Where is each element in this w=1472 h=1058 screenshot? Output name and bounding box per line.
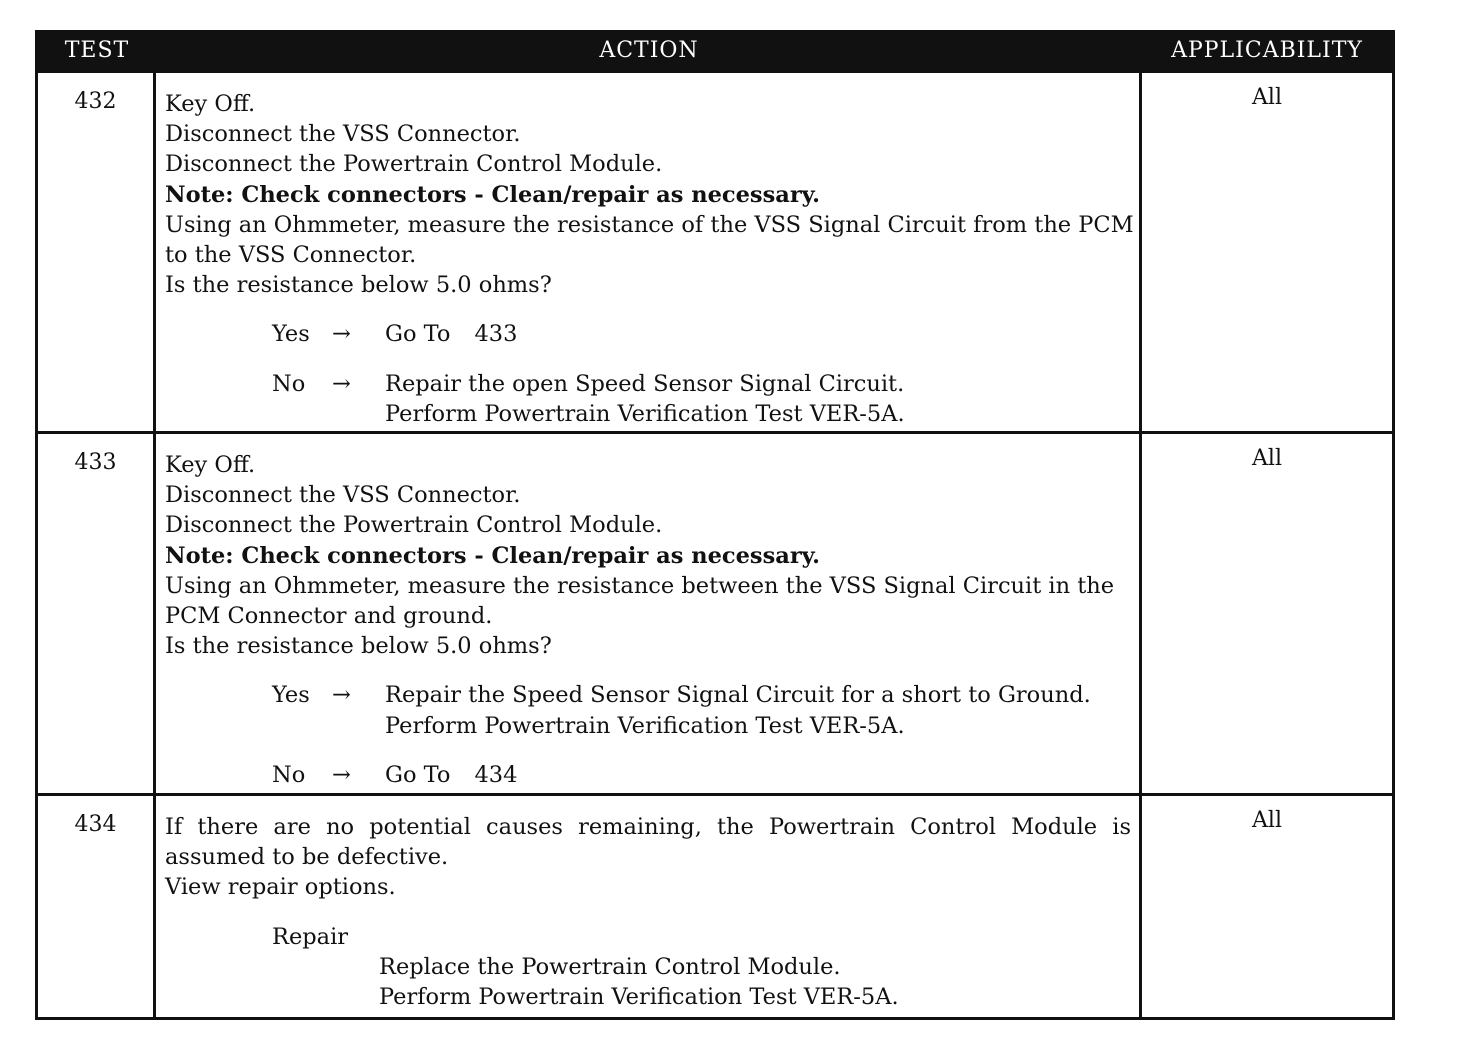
outcome-line: Repair the Speed Sensor Signal Circuit for a short to Ground. (385, 682, 1091, 709)
header-test: TEST (64, 37, 130, 63)
repair-line: Perform Powertrain Verification Test VER-5A. (379, 984, 899, 1011)
question-line: Is the resistance below 5.0 ohms? (165, 633, 552, 660)
table-row-433 (38, 431, 1392, 793)
repair-label: Repair (272, 923, 349, 950)
yes-option (165, 319, 1131, 349)
table-row-434 (38, 793, 1392, 1017)
table-row-432 (38, 70, 1392, 431)
step-line: PCM Connector and ground. (165, 603, 493, 630)
no-label: No (272, 761, 306, 788)
no-option (165, 369, 1131, 429)
outcome-line: Perform Powertrain Verification Test VER-5A. (385, 712, 905, 739)
arrow-right-icon: → (332, 682, 351, 709)
step-line: to the VSS Connector. (165, 242, 417, 269)
step-line: Disconnect the Powertrain Control Module. (165, 151, 663, 178)
step-line: View repair options. (165, 874, 396, 901)
header-action: ACTION (599, 37, 699, 63)
step-line: Disconnect the VSS Connector. (165, 121, 521, 148)
step-line: If there are no potential causes remaining, the Powertrain Control Module is (165, 814, 1131, 840)
goto-number: 433 (474, 321, 518, 348)
action-cell (156, 796, 1142, 1017)
step-line: Key Off. (165, 452, 256, 478)
yes-label: Yes (272, 321, 310, 348)
test-number: 433 (38, 434, 156, 793)
note-line: Note: Check connectors - Clean/repair as necessary. (165, 542, 820, 569)
applicability-cell: All (1252, 85, 1282, 110)
repair-steps (379, 952, 1131, 1012)
step-line: assumed to be defective. (165, 844, 449, 871)
table-header (38, 30, 1392, 70)
test-number: 434 (38, 796, 156, 1017)
arrow-right-icon: → (332, 761, 351, 788)
step-line: Using an Ohmmeter, measure the resistance of the VSS Signal Circuit from the PCM (165, 211, 1134, 238)
action-cell (156, 434, 1142, 793)
arrow-right-icon: → (332, 321, 351, 348)
no-option (165, 760, 1131, 790)
goto-label: Go To (385, 321, 451, 348)
applicability-cell: All (1252, 446, 1282, 471)
step-line: Key Off. (165, 91, 256, 117)
yes-label: Yes (272, 682, 310, 709)
yes-option (165, 680, 1131, 740)
note-line: Note: Check connectors - Clean/repair as necessary. (165, 181, 820, 208)
no-label: No (272, 370, 306, 397)
step-line: Disconnect the Powertrain Control Module. (165, 512, 663, 539)
action-cell (156, 73, 1142, 431)
step-line: Disconnect the VSS Connector. (165, 482, 521, 509)
header-applicability: APPLICABILITY (1171, 37, 1363, 63)
goto-label: Go To (385, 761, 451, 788)
question-line: Is the resistance below 5.0 ohms? (165, 272, 552, 299)
outcome-line: Perform Powertrain Verification Test VER-5A. (385, 400, 905, 427)
test-number: 432 (38, 73, 156, 431)
applicability-cell: All (1252, 808, 1282, 833)
step-line: Using an Ohmmeter, measure the resistance between the VSS Signal Circuit in the (165, 572, 1115, 599)
arrow-right-icon: → (332, 370, 351, 397)
repair-line: Replace the Powertrain Control Module. (379, 953, 841, 980)
diagnostic-table (35, 30, 1395, 1020)
goto-number: 434 (474, 761, 518, 788)
outcome-line: Repair the open Speed Sensor Signal Circuit. (385, 370, 905, 397)
